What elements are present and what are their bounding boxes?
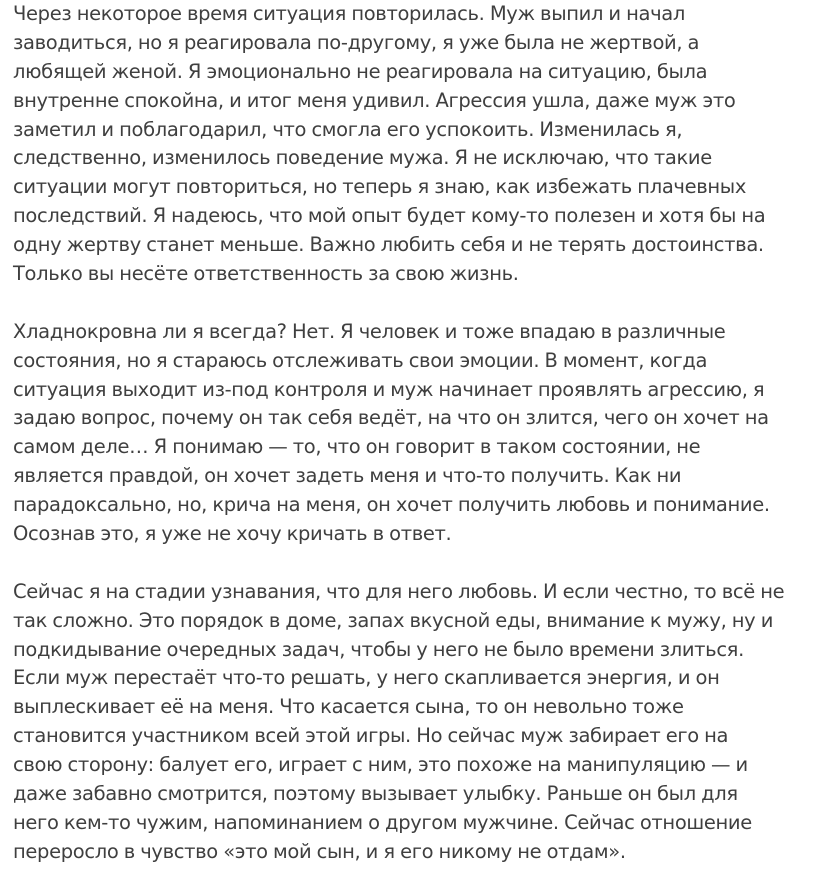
paragraph-2 — [13, 318, 825, 549]
text-line: парадоксально, но, крича на меня, он хочет получить любовь и понимание. — [13, 493, 770, 517]
text-line: задаю вопрос, почему он так себя ведёт, на что он злится, чего он хочет на — [13, 406, 769, 430]
text-line: заводиться, но я реагировала по-другому, я уже была не жертвой, а — [13, 30, 700, 54]
text-line: является правдой, он хочет задеть меня и что-то получить. Как ни — [13, 464, 682, 488]
text-line: Сейчас я на стадии узнавания, что для него любовь. И если честно, то всё не — [13, 579, 785, 603]
text-line: даже забавно смотрится, поэтому вызывает улыбку. Раньше он был для — [13, 782, 738, 806]
text-line: самом деле… Я понимаю — то, что он говорит в таком состоянии, не — [13, 435, 701, 459]
text-line: следственно, изменилось поведение мужа. Я не исключаю, что такие — [13, 146, 712, 170]
text-line: Если муж перестаёт что-то решать, у него скапливается энергия, и он — [13, 666, 720, 690]
paragraph-1 — [13, 0, 825, 289]
text-line: так сложно. Это порядок в доме, запах вкусной еды, внимание к мужу, ну и — [13, 608, 774, 632]
text-line: внутренне спокойна, и итог меня удивил. Агрессия ушла, даже муж это — [13, 88, 736, 112]
paragraph-3 — [13, 578, 825, 867]
text-line: подкидывание очередных задач, чтобы у него не было времени злиться. — [13, 637, 744, 661]
text-line: ситуация выходит из-под контроля и муж начинает проявлять агрессию, я — [13, 377, 765, 401]
text-line: Хладнокровна ли я всегда? Нет. Я человек и тоже впадаю в различные — [13, 319, 726, 343]
text-line: заметил и поблагодарил, что смогла его успокоить. Изменилась я, — [13, 117, 683, 141]
text-line: выплескивает её на меня. Что касается сына, то он невольно тоже — [13, 695, 684, 719]
text-line: любящей женой. Я эмоционально не реагировала на ситуацию, была — [13, 59, 708, 83]
text-line: состояния, но я стараюсь отслеживать свои эмоции. В момент, когда — [13, 348, 708, 372]
text-line: него кем-то чужим, напоминанием о другом мужчине. Сейчас отношение — [13, 810, 752, 834]
text-line: Только вы несёте ответственность за свою жизнь. — [13, 262, 519, 286]
text-line: переросло в чувство «это мой сын, и я его никому не отдам». — [13, 839, 626, 863]
text-line: Осознав это, я уже не хочу кричать в ответ. — [13, 522, 452, 546]
text-line: одну жертву станет меньше. Важно любить себя и не терять достоинства. — [13, 233, 764, 257]
text-line: Через некоторое время ситуация повторилась. Муж выпил и начал — [13, 2, 685, 25]
text-line: ситуации могут повториться, но теперь я знаю, как избежать плачевных — [13, 175, 747, 199]
text-line: свою сторону: балует его, играет с ним, это похоже на манипуляцию — и — [13, 753, 748, 777]
text-line: становится участником всей этой игры. Но сейчас муж забирает его на — [13, 724, 729, 748]
article-body — [13, 0, 825, 867]
text-line: последствий. Я надеюсь, что мой опыт будет кому-то полезен и хотя бы на — [13, 204, 766, 228]
